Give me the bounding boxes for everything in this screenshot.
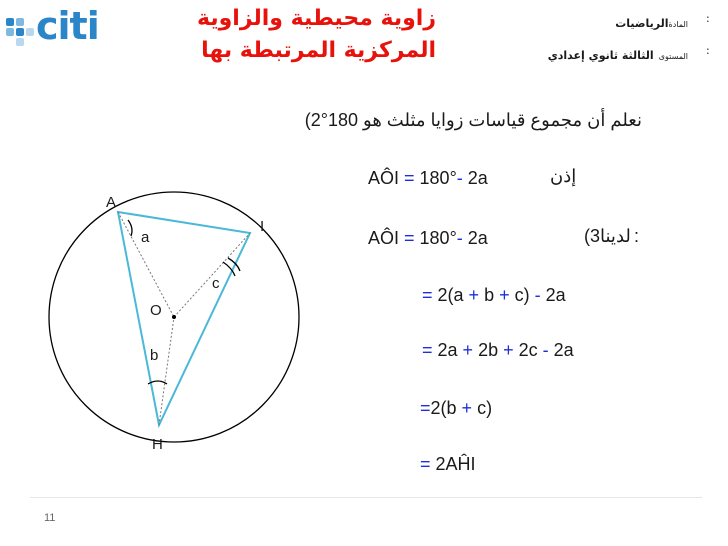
point-o-label: O	[150, 302, 162, 319]
equation-aoi-2: AÔI = 180°- 2a	[368, 228, 488, 248]
subject-label: المادة	[668, 20, 688, 29]
equation-aoi-1: AÔI = 180°- 2a	[368, 168, 488, 188]
equation-step-4: = 2AĤI	[420, 454, 476, 474]
equation-step-3: =2(b + c)	[420, 398, 493, 418]
level-label: المستوى	[658, 52, 688, 61]
footer-divider	[30, 497, 702, 498]
center-point	[172, 315, 176, 319]
title-line-2: المركزية المرتبطة بها	[201, 38, 436, 63]
page-number: 11	[44, 512, 56, 524]
point-a-label: A	[106, 194, 117, 211]
title-line-1: زاوية محيطية والزاوية	[197, 6, 436, 31]
level-value: الثالثة ثانوي إعدادي	[547, 49, 654, 62]
logo-text: citi	[36, 4, 99, 48]
angle-a-label: a	[141, 229, 150, 246]
statement-line: نعلم أن مجموع قياسات زوايا مثلث هو 180°2)	[304, 110, 642, 130]
point-i-label: I	[260, 218, 265, 235]
subject-colon: :	[706, 12, 710, 25]
point-h-label: H	[152, 436, 163, 453]
therefore-word: إذن	[550, 166, 577, 186]
radius-oa	[118, 212, 174, 317]
angle-b-label: b	[150, 347, 159, 364]
we-have-label: لدينا3)	[584, 226, 631, 246]
angle-c-label: c	[212, 275, 220, 292]
level-colon: :	[706, 44, 710, 57]
equation-step-1: = 2(a + b + c) - 2a	[422, 285, 566, 305]
triangle-aih	[118, 212, 250, 425]
subject-value: الرياضيات	[615, 17, 669, 30]
equation-step-2: = 2a + 2b + 2c - 2a	[422, 340, 574, 360]
we-have-colon: :	[634, 226, 640, 246]
